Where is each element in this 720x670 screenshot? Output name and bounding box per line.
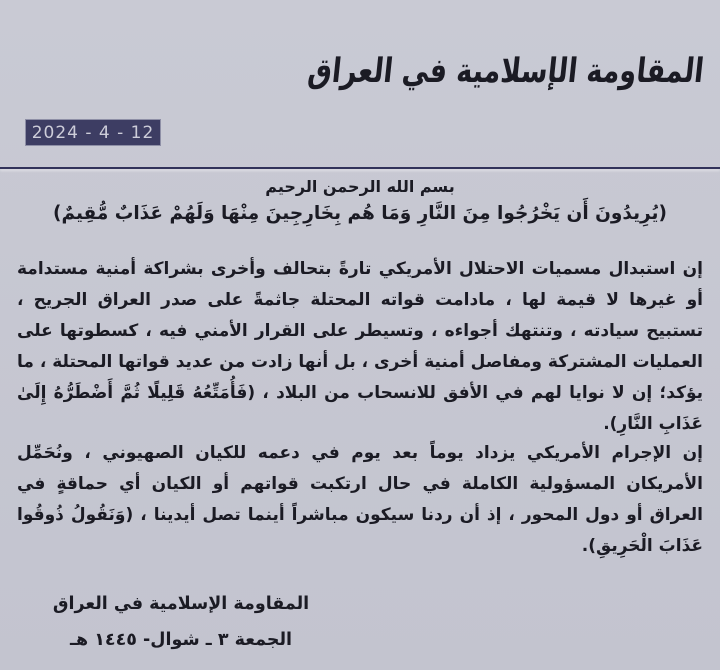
- date-badge: 2024 - 4 - 12: [25, 119, 161, 146]
- signature-block: [28, 586, 334, 658]
- paragraph-occupation-renaming: إن استبدال مسميات الاحتلال الأمريكي تارةً بتحالف وأخرى بشراكة أمنية مستدامة أو غيرها لا قيمة لها ، مادامت قواته المحتلة جاثمةً على صدر العراق الجريح ، تستبيح سيادته ، وتنتهك أجواءه ، وتسيطر على القرار الأمني فيه ، كسطوتها على العمليات المشتركة ومفاصل أمنية أخرى ، بل أنها زادت من عديد قواتها المحتلة ، ما يؤكد؛ إن لا نوايا لهم في الأفق للانسحاب من البلاد ، (فَأُمَتِّعُهُ قَلِيلًا ثُمَّ أَضْطَرُّهُ إِلَىٰ عَذَابِ النَّارِ).: [17, 259, 703, 434]
- paragraph-warning-response: إن الإجرام الأمريكي يزداد يوماً بعد يوم في دعمه للكيان الصهيوني ، ونُحَمِّل الأمريكان المسؤولية الكاملة في حال ارتكبت قواتهم أو الكيان أي حماقةٍ في العراق أو دول المحور ، إذ أن ردنا سيكون مباشراً أينما تصل أيدينا ، (وَنَقُولُ ذُوقُوا عَذَابَ الْحَرِيقِ).: [17, 443, 703, 556]
- signature-hijri-date: الجمعة ٣ ـ شوال- ١٤٤٥ هـ: [69, 630, 293, 650]
- header-divider-line: [0, 167, 720, 169]
- organization-logo-calligraphy: المقاومة الإسلامية في العراق: [306, 52, 707, 91]
- quran-verse-heading: (يُرِيدُونَ أَن يَخْرُجُوا مِنَ النَّارِ وَمَا هُم بِخَارِجِينَ مِنْهَا وَلَهُمْ عَذَابٌ مُّقِيمٌ): [53, 203, 667, 224]
- basmala-text: بسم الله الرحمن الرحيم: [265, 177, 455, 196]
- signature-organization-name: المقاومة الإسلامية في العراق: [52, 594, 310, 614]
